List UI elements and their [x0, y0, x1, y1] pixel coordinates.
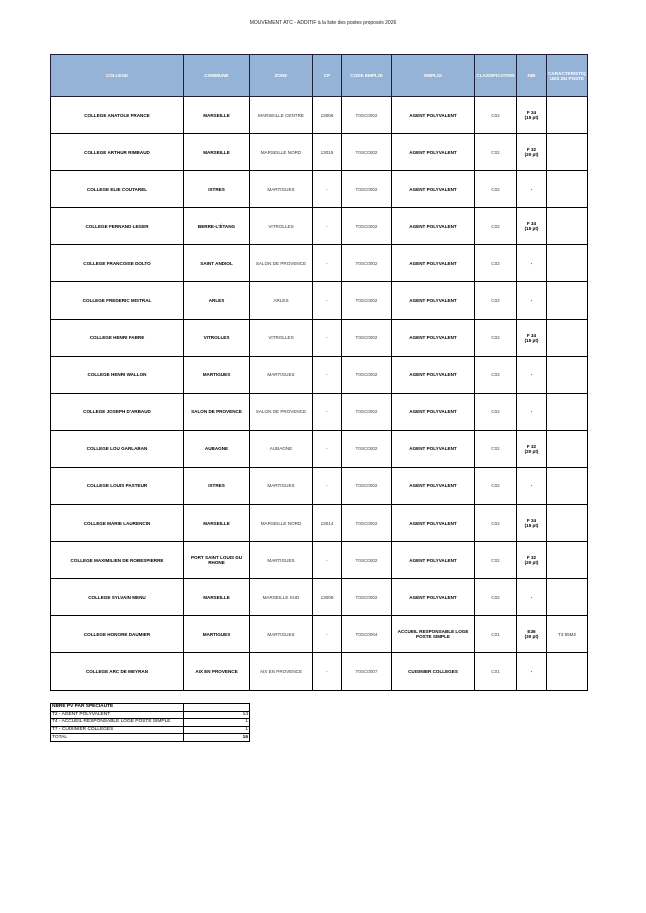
caracteristiques-cell [547, 579, 588, 616]
nbi-cell: F 34 (15 pt) [517, 97, 547, 134]
code-emploi-cell: T0SC0002 [342, 467, 392, 504]
caracteristiques-cell [547, 542, 588, 579]
college-name-cell: COLLEGE LOUIS PASTEUR [51, 467, 184, 504]
header-commune: COMMUNE [184, 55, 250, 97]
code-emploi-cell: T0SC0002 [342, 282, 392, 319]
postal-code-cell: - [313, 245, 342, 282]
commune-cell: SALON DE PROVENCE [184, 393, 250, 430]
summary-label: T2 - AGENT POLYVALENT [51, 711, 184, 719]
nbi-cell: - [517, 579, 547, 616]
zone-cell: AUBAGNE [250, 430, 313, 467]
nbi-cell: E36 (30 pt) [517, 616, 547, 653]
code-emploi-cell: T0SC0002 [342, 134, 392, 171]
table-row [51, 208, 588, 245]
postal-code-cell: - [313, 393, 342, 430]
classification-cell: C02 [475, 579, 517, 616]
commune-cell: AIX EN PROVENCE [184, 653, 250, 690]
caracteristiques-cell [547, 171, 588, 208]
zone-cell: MARSEILLE NORD [250, 134, 313, 171]
nbi-cell: - [517, 356, 547, 393]
caracteristiques-cell [547, 430, 588, 467]
nbi-cell: F 34 (15 pt) [517, 505, 547, 542]
header-classification: CLASSIFICATION [475, 55, 517, 97]
classification-cell: C02 [475, 134, 517, 171]
nbi-cell: - [517, 282, 547, 319]
caracteristiques-cell [547, 282, 588, 319]
code-emploi-cell: T0SC0002 [342, 393, 392, 430]
emploi-cell: AGENT POLYVALENT [392, 245, 475, 282]
summary-value: 1 [184, 719, 250, 727]
college-name-cell: COLLEGE FERNAND LEGER [51, 208, 184, 245]
emploi-cell: AGENT POLYVALENT [392, 467, 475, 504]
college-name-cell: COLLEGE MAXIMILIEN DE ROBESPIERRE [51, 542, 184, 579]
zone-cell: MARSEILLE SUD [250, 579, 313, 616]
classification-cell: C02 [475, 356, 517, 393]
nbi-cell: - [517, 245, 547, 282]
caracteristiques-cell [547, 134, 588, 171]
nbi-cell: - [517, 393, 547, 430]
caracteristiques-cell [547, 208, 588, 245]
classification-cell: C02 [475, 430, 517, 467]
postal-code-cell: - [313, 208, 342, 245]
code-emploi-cell: T0SC0002 [342, 505, 392, 542]
college-name-cell: COLLEGE ANATOLE FRANCE [51, 97, 184, 134]
summary-row [51, 711, 250, 719]
commune-cell: MARSEILLE [184, 579, 250, 616]
nbi-cell: F 34 (15 pt) [517, 319, 547, 356]
college-name-cell: COLLEGE FREDERIC MISTRAL [51, 282, 184, 319]
table-row [51, 171, 588, 208]
table-header-row [51, 55, 588, 97]
postal-code-cell: 13015 [313, 134, 342, 171]
summary-heading: NBRE PV PAR SPECIAUTE [51, 704, 184, 712]
summary-row [51, 726, 250, 734]
nbi-cell: - [517, 171, 547, 208]
summary-heading-empty [184, 704, 250, 712]
code-emploi-cell: T0SC0002 [342, 579, 392, 616]
postal-code-cell: 13014 [313, 505, 342, 542]
zone-cell: VITROLLES [250, 208, 313, 245]
emploi-cell: AGENT POLYVALENT [392, 579, 475, 616]
summary-value: 1 [184, 726, 250, 734]
code-emploi-cell: T0SC0002 [342, 430, 392, 467]
emploi-cell: AGENT POLYVALENT [392, 208, 475, 245]
document-title: MOUVEMENT ATC - ADDITIF à la liste des postes proposés 2026 [249, 20, 397, 26]
caracteristiques-cell [547, 97, 588, 134]
college-name-cell: COLLEGE HONORE DAUMIER [51, 616, 184, 653]
summary-table [50, 703, 250, 742]
caracteristiques-cell [547, 467, 588, 504]
caracteristiques-cell [547, 356, 588, 393]
college-name-cell: COLLEGE HENRI WALLON [51, 356, 184, 393]
caracteristiques-cell [547, 505, 588, 542]
summary-label: T4 - ACCUEIL RESPONSABLE LOGE POSTE SIMPLE [51, 719, 184, 727]
college-name-cell: COLLEGE ARC DE MEYRAN [51, 653, 184, 690]
table-row [51, 356, 588, 393]
classification-cell: C02 [475, 393, 517, 430]
header-cp: CP [313, 55, 342, 97]
code-emploi-cell: T0SC0002 [342, 542, 392, 579]
emploi-cell: AGENT POLYVALENT [392, 319, 475, 356]
zone-cell: SALON DE PROVENCE [250, 245, 313, 282]
commune-cell: MARSEILLE [184, 134, 250, 171]
classification-cell: C02 [475, 467, 517, 504]
code-emploi-cell: T0SC0002 [342, 356, 392, 393]
zone-cell: MARTIGUES [250, 171, 313, 208]
zone-cell: MARTIGUES [250, 616, 313, 653]
header-college: COLLEGE [51, 55, 184, 97]
postal-code-cell: - [313, 653, 342, 690]
zone-cell: ARLES [250, 282, 313, 319]
code-emploi-cell: T0SC0002 [342, 245, 392, 282]
nbi-cell: F 34 (15 pt) [517, 208, 547, 245]
postal-code-cell: - [313, 430, 342, 467]
postal-code-cell: - [313, 319, 342, 356]
header-caracteristiques: CARACTERISTIQUES DU POSTE [547, 55, 588, 97]
postal-code-cell: - [313, 356, 342, 393]
header-code-emploi: CODE EMPLOI [342, 55, 392, 97]
zone-cell: MARTIGUES [250, 356, 313, 393]
code-emploi-cell: T0SC0002 [342, 97, 392, 134]
emploi-cell: AGENT POLYVALENT [392, 542, 475, 579]
commune-cell: AUBAGNE [184, 430, 250, 467]
postal-code-cell: 13009 [313, 579, 342, 616]
header-emploi: EMPLOI [392, 55, 475, 97]
zone-cell: MARSEILLE NORD [250, 505, 313, 542]
commune-cell: ARLES [184, 282, 250, 319]
caracteristiques-cell [547, 245, 588, 282]
table-row [51, 467, 588, 504]
code-emploi-cell: T0SC0002 [342, 208, 392, 245]
summary-total-row [51, 734, 250, 742]
table-row [51, 616, 588, 653]
caracteristiques-cell [547, 319, 588, 356]
emploi-cell: AGENT POLYVALENT [392, 393, 475, 430]
emploi-cell: AGENT POLYVALENT [392, 430, 475, 467]
table-row [51, 97, 588, 134]
code-emploi-cell: T0SC0002 [342, 319, 392, 356]
classification-cell: C01 [475, 616, 517, 653]
classification-cell: C02 [475, 282, 517, 319]
college-name-cell: COLLEGE ELIE COUTAREL [51, 171, 184, 208]
table-row [51, 505, 588, 542]
college-name-cell: COLLEGE ARTHUR RIMBAUD [51, 134, 184, 171]
classification-cell: C01 [475, 653, 517, 690]
commune-cell: MARSEILLE [184, 505, 250, 542]
postal-code-cell: - [313, 171, 342, 208]
zone-cell: AIX EN PROVENCE [250, 653, 313, 690]
caracteristiques-cell [547, 393, 588, 430]
zone-cell: MARSEILLE CENTRE [250, 97, 313, 134]
emploi-cell: AGENT POLYVALENT [392, 282, 475, 319]
code-emploi-cell: T0SC0007 [342, 653, 392, 690]
commune-cell: ISTRES [184, 467, 250, 504]
commune-cell: SAINT ANDIOL [184, 245, 250, 282]
emploi-cell: CUISINIER COLLEGES [392, 653, 475, 690]
classification-cell: C02 [475, 319, 517, 356]
table-row [51, 393, 588, 430]
summary-total-label: TOTAL [51, 734, 184, 742]
zone-cell: VITROLLES [250, 319, 313, 356]
code-emploi-cell: T0SC0002 [342, 171, 392, 208]
emploi-cell: AGENT POLYVALENT [392, 505, 475, 542]
zone-cell: MARTIGUES [250, 542, 313, 579]
college-name-cell: COLLEGE SYLVAIN MENU [51, 579, 184, 616]
table-row [51, 245, 588, 282]
postal-code-cell: - [313, 282, 342, 319]
postal-code-cell: - [313, 542, 342, 579]
nbi-cell: - [517, 467, 547, 504]
emploi-cell: AGENT POLYVALENT [392, 97, 475, 134]
classification-cell: C02 [475, 171, 517, 208]
college-name-cell: COLLEGE HENRI FABRE [51, 319, 184, 356]
college-name-cell: COLLEGE LOU GARLABAN [51, 430, 184, 467]
caracteristiques-cell: T3 85M2 [547, 616, 588, 653]
summary-value: 14 [184, 711, 250, 719]
postal-code-cell: - [313, 467, 342, 504]
postal-code-cell: 13006 [313, 97, 342, 134]
commune-cell: MARTIGUES [184, 356, 250, 393]
header-zone: ZONE [250, 55, 313, 97]
classification-cell: C02 [475, 245, 517, 282]
college-name-cell: COLLEGE MARIE LAURENCIN [51, 505, 184, 542]
caracteristiques-cell [547, 653, 588, 690]
emploi-cell: ACCUEIL RESPONSABLE LOGE POSTE SIMPLE [392, 616, 475, 653]
nbi-cell: - [517, 653, 547, 690]
classification-cell: C02 [475, 542, 517, 579]
college-name-cell: COLLEGE FRANCOISE DOLTO [51, 245, 184, 282]
table-row [51, 430, 588, 467]
commune-cell: ISTRES [184, 171, 250, 208]
commune-cell: BERRE-L'ÉTANG [184, 208, 250, 245]
commune-cell: MARSEILLE [184, 97, 250, 134]
zone-cell: MARTIGUES [250, 467, 313, 504]
zone-cell: SALON DE PROVENCE [250, 393, 313, 430]
table-row [51, 282, 588, 319]
classification-cell: C02 [475, 505, 517, 542]
table-row [51, 542, 588, 579]
classification-cell: C02 [475, 97, 517, 134]
postal-code-cell: - [313, 616, 342, 653]
emploi-cell: AGENT POLYVALENT [392, 171, 475, 208]
commune-cell: MARTIGUES [184, 616, 250, 653]
nbi-cell: F 32 (20 pt) [517, 134, 547, 171]
nbi-cell: F 32 (20 pt) [517, 542, 547, 579]
college-name-cell: COLLEGE JOSEPH D'ARBAUD [51, 393, 184, 430]
commune-cell: PORT SAINT LOUIS DU RHONE [184, 542, 250, 579]
nbi-cell: F 32 (20 pt) [517, 430, 547, 467]
table-row [51, 134, 588, 171]
table-row [51, 319, 588, 356]
summary-label: T7 - CUISINIER COLLEGES [51, 726, 184, 734]
table-row [51, 653, 588, 690]
postes-table [50, 54, 588, 691]
emploi-cell: AGENT POLYVALENT [392, 356, 475, 393]
summary-row [51, 719, 250, 727]
table-row [51, 579, 588, 616]
summary-heading-row [51, 704, 250, 712]
emploi-cell: AGENT POLYVALENT [392, 134, 475, 171]
summary-total-value: 16 [184, 734, 250, 742]
classification-cell: C02 [475, 208, 517, 245]
header-nbi: NBI [517, 55, 547, 97]
code-emploi-cell: T0SC0004 [342, 616, 392, 653]
commune-cell: VITROLLES [184, 319, 250, 356]
